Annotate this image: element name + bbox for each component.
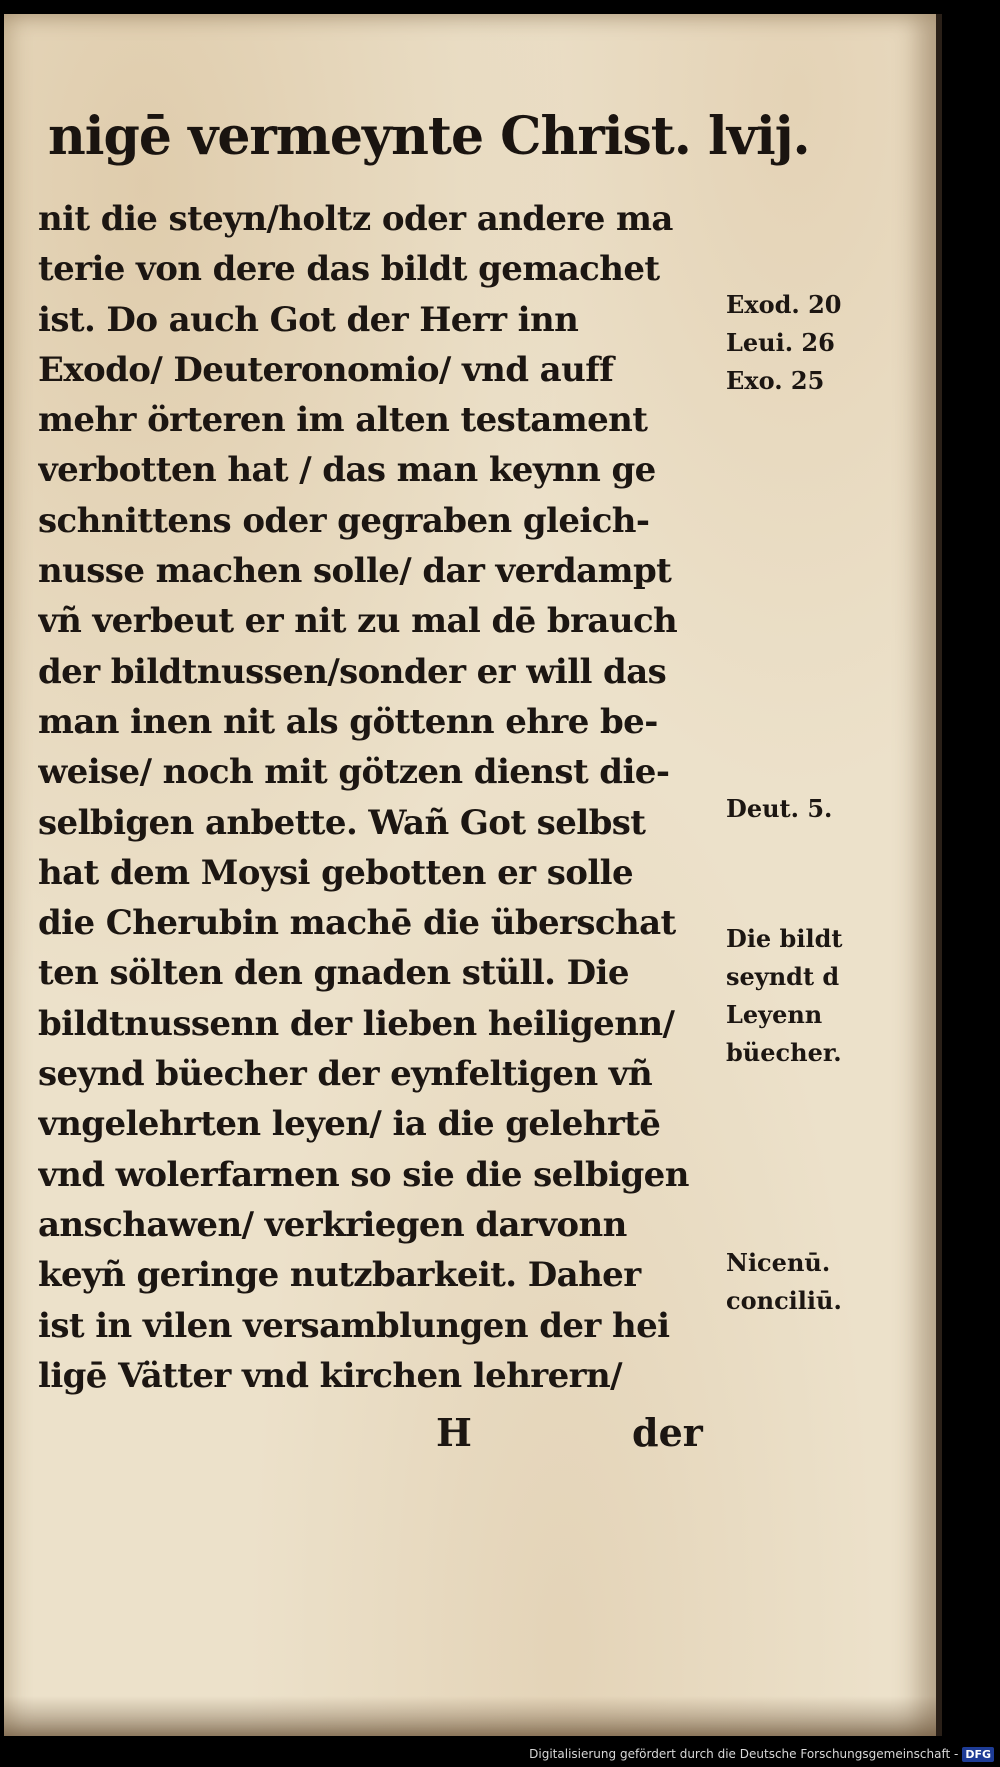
text-line: vngelehrten leyen/ ia die gelehrtē <box>38 1104 661 1145</box>
margin-note-line: seyndt d <box>726 962 840 991</box>
margin-note-images-books <box>726 920 842 1072</box>
margin-note-deuteronomy <box>726 790 832 828</box>
text-line: ist in vilen versamblungen der hei <box>38 1305 670 1346</box>
margin-note-line: Deut. 5. <box>726 794 833 823</box>
text-line: vñ verbeut er nit zu mal dē brauch <box>38 601 678 642</box>
text-line: der bildtnussen/sonder er will das <box>38 651 667 692</box>
text-line: vnd wolerfarnen so sie die selbigen <box>38 1154 689 1195</box>
body-text <box>38 194 728 1401</box>
text-line: hat dem Moysi gebotten er solle <box>38 852 633 893</box>
dfg-logo: DFG <box>962 1747 994 1762</box>
margin-note-line: Exod. 20 <box>726 290 842 319</box>
text-line: ligē Vätter vnd kirchen lehrern/ <box>38 1355 622 1396</box>
text-line: verbotten hat / das man keynn ge <box>38 450 656 491</box>
text-line: ist. Do auch Got der Herr inn <box>38 299 579 340</box>
text-line: terie von dere das bildt gemachet <box>38 249 660 290</box>
text-line: man inen nit als göttenn ehre be- <box>38 701 658 742</box>
margin-note-line: Leyenn <box>726 1000 823 1029</box>
text-line: bildtnussenn der lieben heiligenn/ <box>38 1003 675 1044</box>
book-page <box>4 14 942 1736</box>
margin-note-line: Exo. 25 <box>726 366 825 395</box>
text-line: selbigen anbette. Wañ Got selbst <box>38 802 646 843</box>
margin-note-exodus <box>726 286 842 400</box>
margin-note-line: conciliū. <box>726 1286 842 1315</box>
running-head: nigē vermeynte Christ. lvij. <box>48 106 810 167</box>
text-line: mehr örteren im alten testament <box>38 400 648 441</box>
margin-note-line: büecher. <box>726 1038 842 1067</box>
text-line: nit die steyn/holtz oder andere ma <box>38 199 673 239</box>
text-line: anschawen/ verkriegen darvonn <box>38 1204 627 1245</box>
text-line: ten sölten den gnaden stüll. Die <box>38 953 629 994</box>
text-line: die Cherubin machē die überschat <box>38 903 676 944</box>
footer-text: Digitalisierung gefördert durch die Deutsche Forschungsgemeinschaft - <box>529 1747 959 1761</box>
text-line: nusse machen solle/ dar verdampt <box>38 551 672 592</box>
margin-note-nicene-council <box>726 1244 842 1320</box>
margin-note-line: Nicenū. <box>726 1248 831 1277</box>
signature-mark: H <box>436 1410 472 1455</box>
text-line: Exodo/ Deuteronomio/ vnd auff <box>38 349 614 390</box>
text-line: weise/ noch mit götzen dienst die- <box>38 752 670 793</box>
text-line: seynd büecher der eynfeltigen vñ <box>38 1054 653 1095</box>
text-line: schnittens oder gegraben gleich- <box>38 500 650 541</box>
digitization-footer <box>529 1743 994 1765</box>
text-line: keyñ geringe nutzbarkeit. Daher <box>38 1255 641 1296</box>
catchword: der <box>632 1410 703 1455</box>
margin-note-line: Die bildt <box>726 924 843 953</box>
margin-note-line: Leui. 26 <box>726 328 835 357</box>
